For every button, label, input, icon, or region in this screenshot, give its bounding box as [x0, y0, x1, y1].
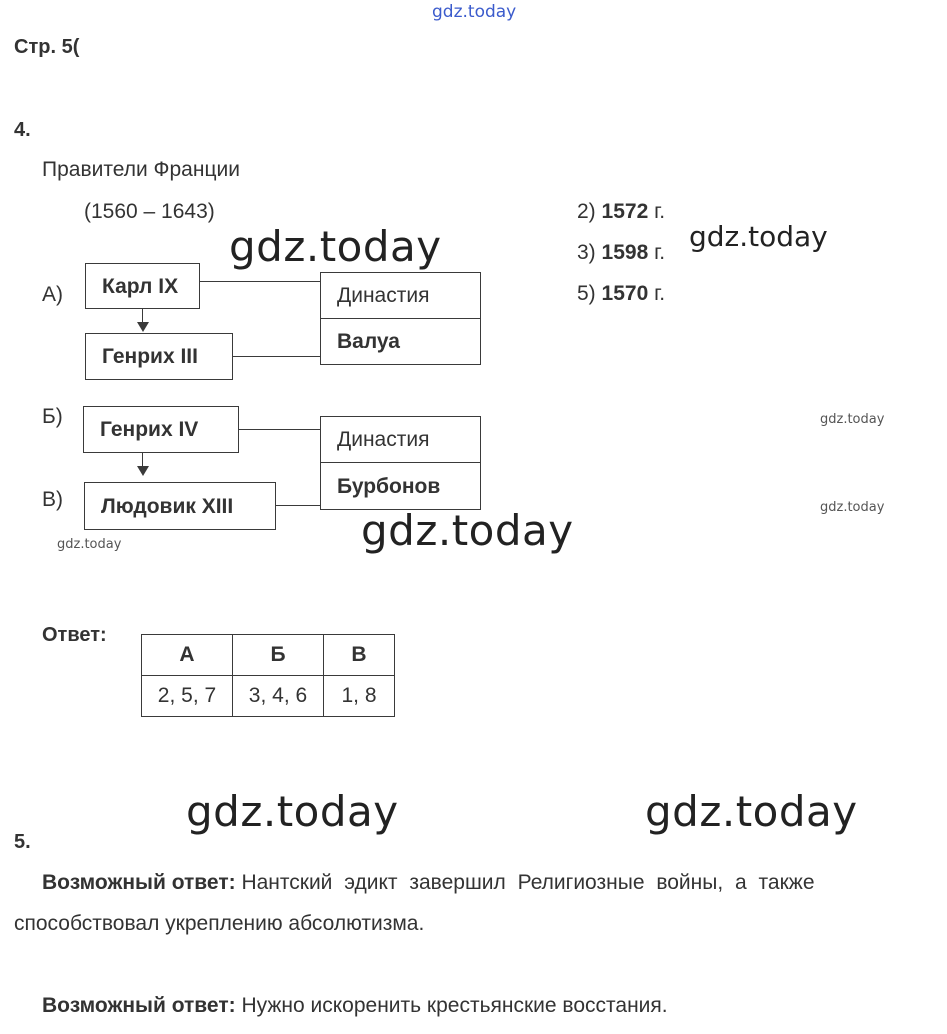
- task-4-title: Правители Франции: [42, 158, 240, 181]
- arrow-down-icon: [137, 322, 149, 332]
- answer-header-v: В: [324, 635, 395, 676]
- answer-label: Ответ:: [42, 624, 107, 646]
- arrow-down-icon: [137, 466, 149, 476]
- date-item: 3) 1598 г.: [577, 241, 666, 264]
- answer-header-a: А: [142, 635, 233, 676]
- dynasty-label-box: Династия: [320, 272, 481, 319]
- watermark-top: gdz.today: [432, 2, 517, 22]
- watermark: gdz.today: [689, 220, 828, 253]
- watermark: gdz.today: [645, 787, 858, 836]
- task-4-years: (1560 – 1643): [84, 200, 215, 223]
- connector-line: [275, 505, 321, 506]
- answer-cell-b: 3, 4, 6: [233, 676, 324, 717]
- watermark: gdz.today: [186, 787, 399, 836]
- king-box-henry-iii: Генрих III: [85, 333, 233, 380]
- arrow-line: [142, 309, 143, 323]
- watermark: gdz.today: [820, 412, 885, 427]
- task-5-number: 5.: [14, 831, 31, 853]
- connector-line: [199, 281, 321, 282]
- answer-header-b: Б: [233, 635, 324, 676]
- watermark: gdz.today: [57, 537, 122, 552]
- date-item: 5) 1570 г.: [577, 282, 666, 305]
- dynasty-name-box-bourbon: Бурбонов: [320, 462, 481, 510]
- task-5-answer-2: Возможный ответ: Нужно искоренить крестьянские восстания.: [42, 994, 668, 1017]
- row-label-a: А): [42, 283, 63, 306]
- task-5-answer-1-cont: способствовал укреплению абсолютизма.: [14, 912, 425, 935]
- answer-cell-a: 2, 5, 7: [142, 676, 233, 717]
- answer-cell-v: 1, 8: [324, 676, 395, 717]
- king-box-henry-iv: Генрих IV: [83, 406, 239, 453]
- watermark: gdz.today: [229, 222, 442, 271]
- connector-line: [238, 429, 321, 430]
- watermark: gdz.today: [361, 506, 574, 555]
- watermark: gdz.today: [820, 500, 885, 515]
- dynasty-label-box: Династия: [320, 416, 481, 463]
- date-item: 2) 1572 г.: [577, 200, 666, 223]
- connector-line: [232, 356, 321, 357]
- answer-table: [141, 634, 395, 717]
- row-label-b: Б): [42, 405, 63, 428]
- king-box-charles-ix: Карл IX: [85, 263, 200, 309]
- dynasty-name-box-valois: Валуа: [320, 318, 481, 365]
- row-label-v: В): [42, 488, 63, 511]
- page-label: Стр. 5(: [14, 36, 80, 58]
- arrow-line: [142, 453, 143, 467]
- task-4-number: 4.: [14, 119, 31, 141]
- king-box-louis-xiii: Людовик XIII: [84, 482, 276, 530]
- task-5-answer-1: Возможный ответ: Нантский эдикт завершил Религиозные войны, а также: [42, 871, 815, 894]
